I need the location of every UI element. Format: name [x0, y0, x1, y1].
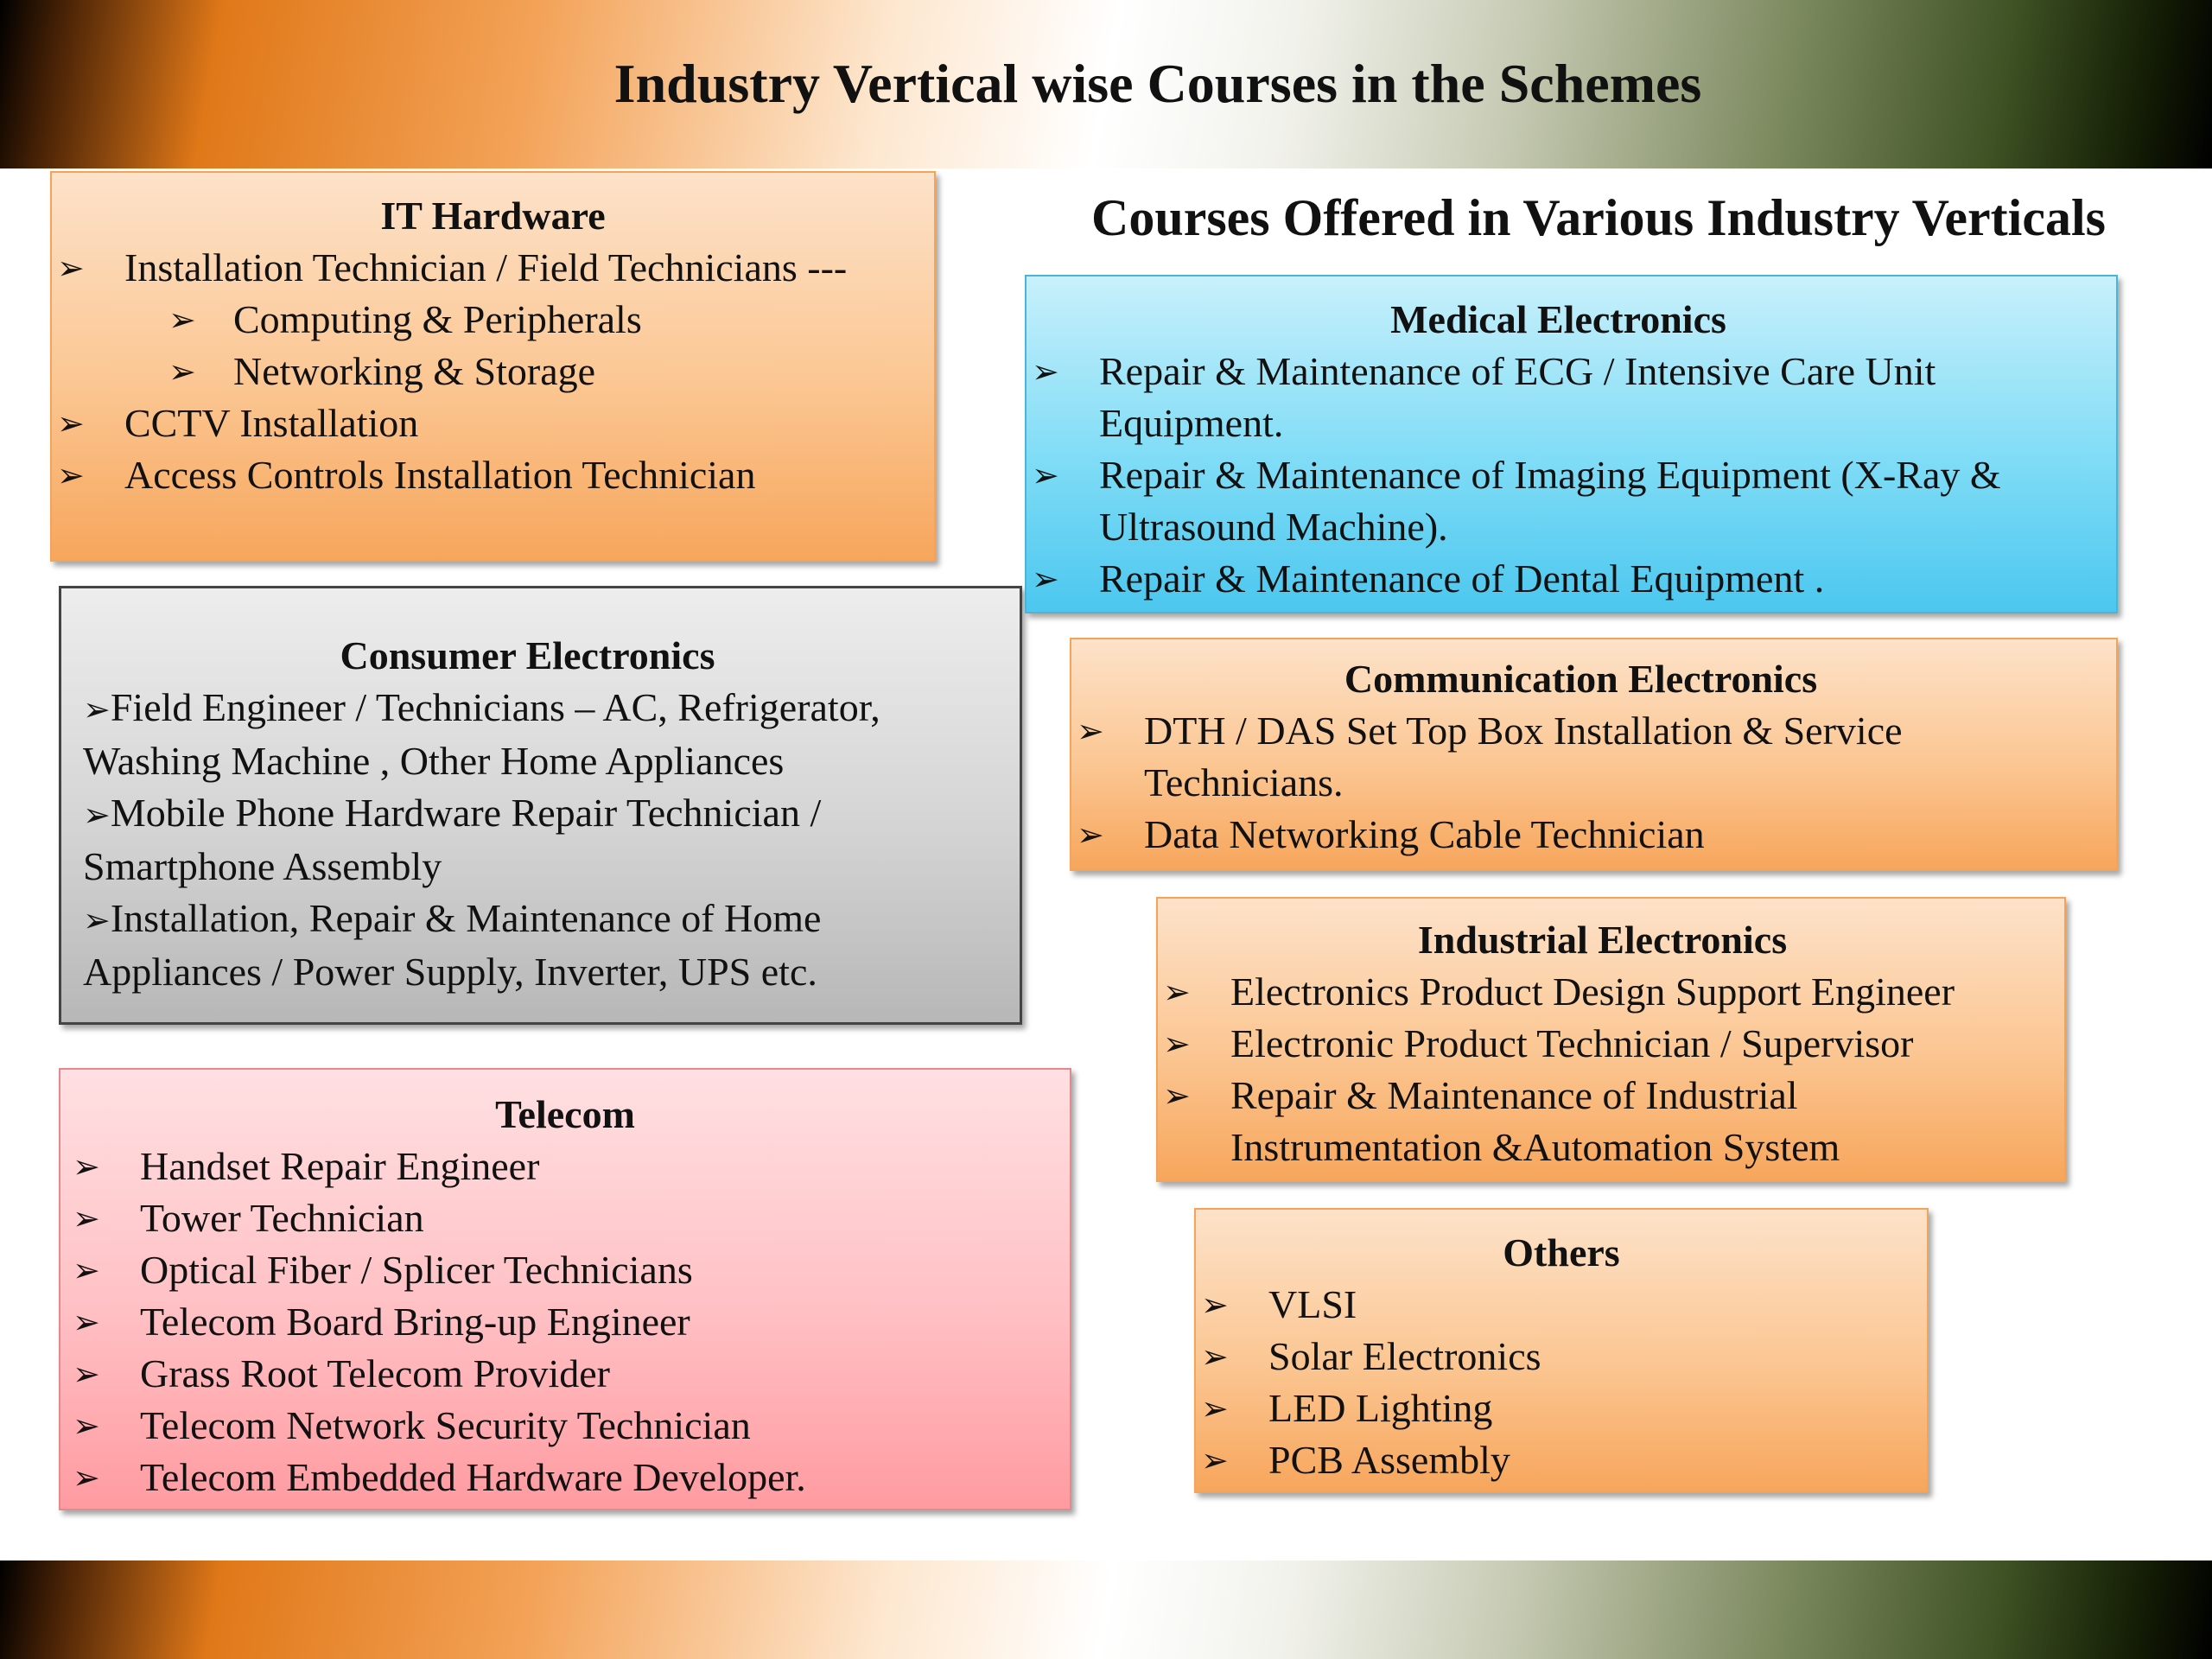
medical-electronics-list: [1027, 346, 2090, 605]
arrow-bullet-icon: ➢: [1163, 1025, 1191, 1063]
list-item: ➢Field Engineer / Technicians – AC, Refrigerator, Washing Machine , Other Home Appliances: [83, 685, 880, 783]
arrow-bullet-icon: ➢: [57, 249, 85, 287]
consumer-electronics-box: [59, 586, 1022, 1025]
industrial-electronics-title: Industrial Electronics: [1417, 918, 1788, 962]
medical-electronics-box: [1025, 275, 2118, 613]
it-hardware-list-cont: [52, 397, 934, 501]
list-item: ➢ Repair & Maintenance of Imaging Equipment (X-Ray & Ultrasound Machine).: [1027, 449, 2090, 553]
arrow-bullet-icon: ➢: [73, 1303, 100, 1341]
list-item: ➢ Repair & Maintenance of ECG / Intensive Care Unit Equipment.: [1027, 346, 2090, 449]
list-item: ➢ Electronic Product Technician / Supervisor: [1158, 1018, 2047, 1070]
arrow-bullet-icon: ➢: [1163, 1077, 1191, 1115]
consumer-electronics-title: Consumer Electronics: [340, 633, 715, 677]
arrow-bullet-icon: ➢: [73, 1407, 100, 1445]
list-item: ➢ VLSI: [1196, 1279, 1927, 1331]
list-item: ➢ Telecom Network Security Technician: [67, 1400, 1070, 1452]
arrow-bullet-icon: ➢: [83, 901, 111, 939]
arrow-bullet-icon: ➢: [1032, 353, 1059, 391]
telecom-title: Telecom: [495, 1092, 635, 1136]
arrow-bullet-icon: ➢: [1163, 973, 1191, 1011]
list-item: ➢ Solar Electronics: [1196, 1331, 1927, 1382]
arrow-bullet-icon: ➢: [1201, 1338, 1229, 1376]
arrow-bullet-icon: ➢: [73, 1199, 100, 1237]
industrial-electronics-box: [1156, 897, 2066, 1182]
list-item: ➢ DTH / DAS Set Top Box Installation & Service Technicians.: [1071, 705, 2090, 809]
others-list: [1196, 1279, 1927, 1486]
slide-title: Industry Vertical wise Courses in the Schemes: [613, 53, 1702, 114]
list-item: ➢ Telecom Embedded Hardware Developer.: [67, 1452, 1070, 1503]
arrow-bullet-icon: ➢: [57, 456, 85, 494]
communication-electronics-box: [1070, 638, 2118, 871]
arrow-bullet-icon: ➢: [168, 301, 196, 339]
communication-electronics-title: Communication Electronics: [1344, 657, 1818, 701]
arrow-bullet-icon: ➢: [1077, 712, 1104, 750]
list-item: ➢ Access Controls Installation Technician: [52, 449, 934, 501]
arrow-bullet-icon: ➢: [73, 1459, 100, 1497]
telecom-list: [60, 1141, 1070, 1503]
arrow-bullet-icon: ➢: [73, 1147, 100, 1185]
list-item: ➢ PCB Assembly: [1196, 1434, 1927, 1486]
list-item: ➢ CCTV Installation: [52, 397, 934, 449]
list-item: ➢ Handset Repair Engineer: [67, 1141, 1070, 1192]
arrow-bullet-icon: ➢: [1032, 560, 1059, 598]
communication-electronics-list: [1071, 705, 2090, 861]
list-item: ➢ LED Lighting: [1196, 1382, 1927, 1434]
arrow-bullet-icon: ➢: [1077, 816, 1104, 854]
others-box: [1194, 1208, 1929, 1493]
list-item: ➢ Computing & Peripherals: [52, 294, 934, 346]
it-hardware-box: [50, 171, 936, 562]
arrow-bullet-icon: ➢: [1201, 1441, 1229, 1479]
list-item: ➢ Installation Technician / Field Technicians ---: [52, 242, 934, 294]
arrow-bullet-icon: ➢: [1201, 1286, 1229, 1324]
list-item: ➢ Networking & Storage: [52, 346, 934, 397]
arrow-bullet-icon: ➢: [57, 404, 85, 442]
it-hardware-list: [52, 242, 934, 294]
list-item: ➢ Repair & Maintenance of Dental Equipment .: [1027, 553, 2090, 605]
arrow-bullet-icon: ➢: [1032, 456, 1059, 494]
medical-electronics-title: Medical Electronics: [1390, 297, 1726, 341]
arrow-bullet-icon: ➢: [83, 796, 111, 834]
list-item: ➢Installation, Repair & Maintenance of Home Appliances / Power Supply, Inverter, UPS etc.: [83, 896, 822, 994]
list-item: ➢ Optical Fiber / Splicer Technicians: [67, 1244, 1070, 1296]
it-hardware-title: IT Hardware: [380, 194, 606, 238]
arrow-bullet-icon: ➢: [83, 690, 111, 728]
arrow-bullet-icon: ➢: [73, 1355, 100, 1393]
list-item: ➢ Electronics Product Design Support Engineer: [1158, 966, 2047, 1018]
list-item: ➢ Data Networking Cable Technician: [1071, 809, 2090, 861]
list-item: ➢ Telecom Board Bring-up Engineer: [67, 1296, 1070, 1348]
others-title: Others: [1503, 1230, 1620, 1274]
telecom-box: [59, 1068, 1071, 1510]
arrow-bullet-icon: ➢: [1201, 1389, 1229, 1427]
bottom-decorative-band: [0, 1560, 2212, 1659]
it-hardware-sublist: [52, 294, 934, 397]
list-item: ➢ Repair & Maintenance of Industrial Instrumentation &Automation System: [1158, 1070, 2047, 1173]
industrial-electronics-list: [1158, 966, 2047, 1173]
arrow-bullet-icon: ➢: [73, 1251, 100, 1289]
list-item: ➢ Tower Technician: [67, 1192, 1070, 1244]
arrow-bullet-icon: ➢: [168, 353, 196, 391]
list-item: ➢ Grass Root Telecom Provider: [67, 1348, 1070, 1400]
list-item: ➢Mobile Phone Hardware Repair Technician / Smartphone Assembly: [83, 791, 822, 888]
section-subtitle: Courses Offered in Various Industry Verticals: [1091, 189, 2106, 246]
